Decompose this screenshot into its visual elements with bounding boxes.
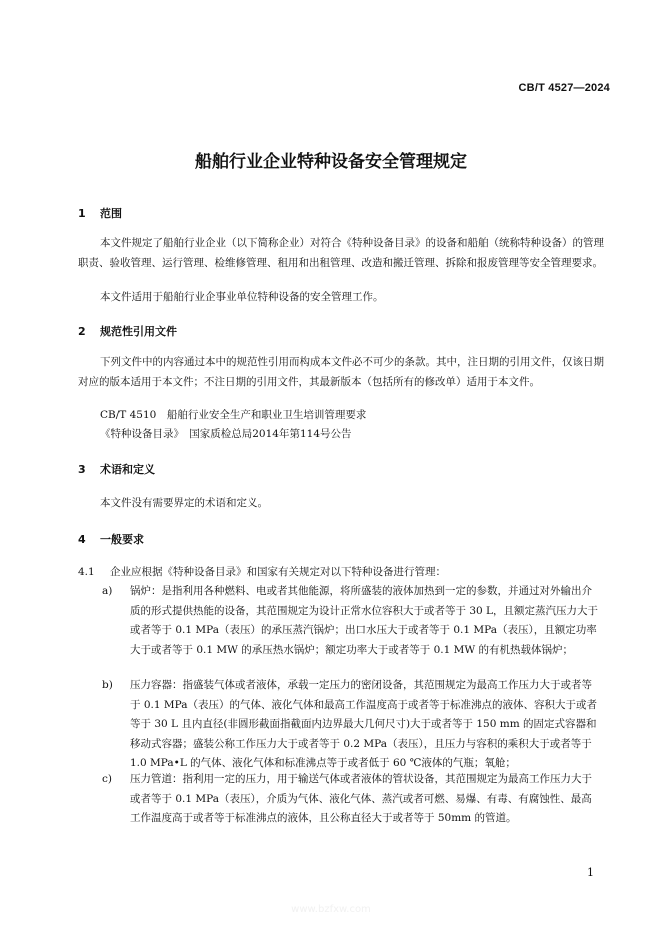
- normative-reference: CB/T 4510 船舶行业安全生产和职业卫生培训管理要求: [100, 409, 367, 421]
- section-1-paragraph-2: 本文件适用于船舶行业企事业单位特种设备的安全管理工作。: [100, 291, 384, 303]
- section-1-paragraph-1: 本文件规定了船舶行业企业（以下简称企业）对符合《特种设备目录》的设备和船舶（统称特种设备）的管理职责、验收管理、运行管理、检维修管理、租用和出租管理、改造和搬迁管理、拆除和报废管理等安全管理要求。: [78, 237, 604, 269]
- section-1-heading: [78, 205, 122, 221]
- document-title: 船舶行业企业特种设备安全管理规定: [195, 152, 467, 172]
- section-4-heading: [78, 531, 144, 547]
- watermark: www.bzfxw.com: [291, 904, 371, 915]
- standard-code: CB/T 4527—2024: [518, 82, 610, 94]
- list-item-label: b): [102, 679, 113, 691]
- clause-number: 4.1: [78, 566, 95, 578]
- list-item-label: c): [102, 773, 112, 785]
- section-title: 规范性引用文件: [100, 325, 177, 338]
- list-item-text: 锅炉：是指利用各种燃料、电或者其他能源，将所盛装的液体加热到一定的参数，并通过对外输出介质的形式提供热能的设备，其范围规定为设计正常水位容积大于或者等于 30 L，且额定蒸汽压力大于或者等于 0.1 MPa（表压）的承压蒸汽锅炉；出口水压大于或者等于 0.1 MPa（表压），且额定功率大于或者等于 0.1 MW 的承压热水锅炉；额定功率大于或者等于 0.1 MW 的有机热载体锅炉；: [130, 585, 599, 656]
- section-number: 4: [78, 533, 86, 546]
- section-title: 范围: [100, 207, 122, 220]
- section-2-paragraph-1: 下列文件中的内容通过本中的规范性引用而构成本文件必不可少的条款。其中，注日期的引用文件，仅该日期对应的版本适用于本文件；不注日期的引用文件，其最新版本（包括所有的修改单）适用于本文件。: [78, 356, 604, 388]
- section-title: 术语和定义: [100, 463, 155, 476]
- section-2-heading: [78, 323, 177, 339]
- section-number: 2: [78, 325, 86, 338]
- list-item-text: 压力容器：指盛装气体或者液体，承载一定压力的密闭设备，其范围规定为最高工作压力大于或者等于 0.1 MPa（表压）的气体、液化气体和最高工作温度高于或者等于标准沸点的液体、容积大于或者等于 30 L 且内直径(非圆形截面指截面内边界最大几何尺寸)大于或者等于 150 mm 的固定式容器和移动式容器；盛装公称工作压力大于或者等于 0.2 MPa（表压），且压力与容积的乘积大于或者等于 1.0 MPa•L 的气体、液化气体和标准沸点等于或者低于 60 ℃液体的气瓶；氧舱；: [130, 679, 597, 769]
- normative-reference: 《特种设备目录》 国家质检总局2014年第114号公告: [100, 428, 352, 440]
- list-item-label: a): [102, 585, 113, 597]
- clause-text: 企业应根据《特种设备目录》和国家有关规定对以下特种设备进行管理：: [110, 566, 446, 578]
- page-number: 1: [587, 866, 594, 879]
- list-item-text: 压力管道：指利用一定的压力，用于输送气体或者液体的管状设备，其范围规定为最高工作压力大于或者等于 0.1 MPa（表压），介质为气体、液化气体、蒸汽或者可燃、易爆、有毒、有腐蚀性、最高工作温度高于或者等于标准沸点的液体，且公称直径大于或者等于 50mm 的管道。: [130, 773, 592, 824]
- section-3-paragraph-1: 本文件没有需要界定的术语和定义。: [100, 497, 268, 509]
- section-3-heading: [78, 461, 155, 477]
- section-number: 3: [78, 463, 86, 476]
- section-title: 一般要求: [100, 533, 144, 546]
- section-number: 1: [78, 207, 86, 220]
